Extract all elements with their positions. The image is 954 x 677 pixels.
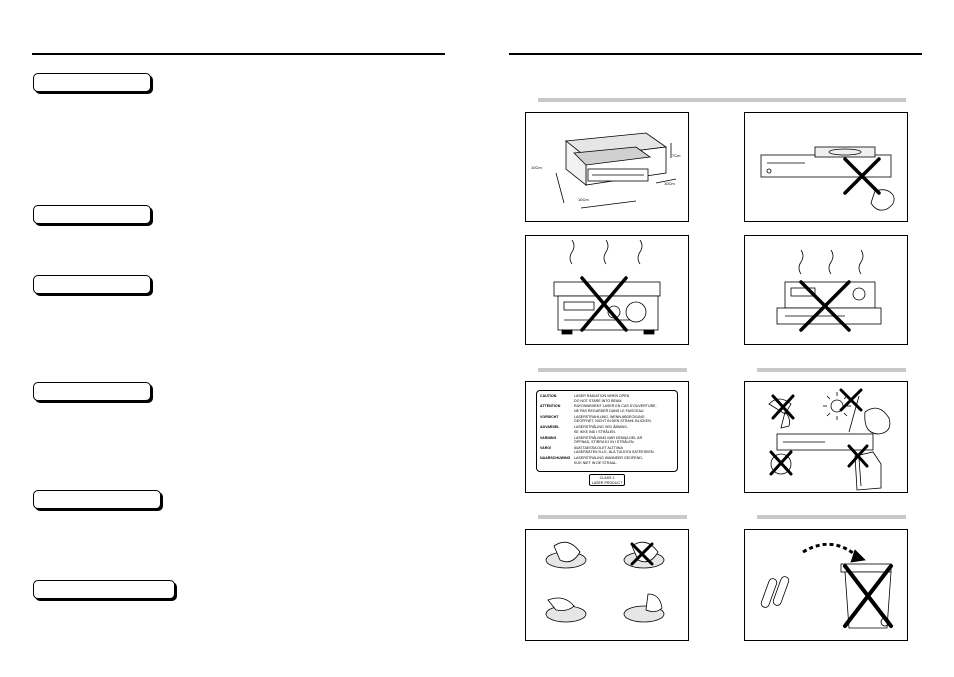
clearance-right-top-label: 7Cm bbox=[672, 153, 681, 158]
laser-warning-row: ATTENTION RAYONNEMENT LASER EN CAS D'OUVERTURE, NE PAS REGARDER DANS LE FAISCEAU. bbox=[540, 404, 657, 413]
laser-warning-row: VARNING LASERSTRÅLNING NÄR DENNA DEL ÄR ÖPPNAD, STIRRA EJ IN I STRÅLEN. bbox=[540, 435, 643, 445]
laser-warning-row: VORSICHT LASERSTRAHLUNG, WENN ABDECKUNG GEÖFFNET, NICHT IN DEN STRAHL BLICKEN. bbox=[540, 414, 652, 424]
section-heading-box-4 bbox=[33, 382, 151, 401]
no-heat-stacking-illustration-1 bbox=[525, 235, 689, 345]
laser-class-label: CLASS 1 LASER PRODUCT bbox=[589, 474, 625, 486]
section-heading-box-2 bbox=[33, 205, 151, 224]
laser-warning-row: NAARSCHUWING LASERSTRALING WANNEER GEOPEND, KIJK NIET IN DE STRAAL. bbox=[540, 456, 643, 465]
clearance-right-bottom-label: 10Cm bbox=[664, 181, 675, 186]
battery-disposal-illustration bbox=[744, 529, 908, 641]
clearance-left-label: 10Cm bbox=[531, 165, 542, 170]
clearance-illustration bbox=[525, 112, 689, 222]
section-divider-top bbox=[538, 98, 906, 102]
laser-warning-row: VARO! AVATTAESSA OLET ALTTIINA LASERSÄTEILYLLE, ÄLÄ TUIJOTA SÄTEESEEN. bbox=[540, 445, 655, 455]
section-heading-box-5 bbox=[33, 490, 161, 509]
clearance-bottom-label: 10Cm bbox=[578, 197, 589, 202]
section-heading-box-3 bbox=[33, 275, 151, 294]
section-divider-environment bbox=[757, 368, 906, 372]
laser-warning-table bbox=[540, 394, 680, 467]
section-divider-battery bbox=[757, 515, 906, 519]
disc-handling-illustration bbox=[525, 529, 689, 641]
section-divider-laser bbox=[538, 368, 687, 372]
section-heading-box-1 bbox=[33, 73, 151, 92]
laser-warning-row: ADVARSEL LASERSTRÅLING VED ÅBNING, SE IKKE IND I STRÅLEN. bbox=[540, 425, 628, 434]
environment-hazards-illustration bbox=[744, 381, 908, 493]
section-divider-disc bbox=[538, 515, 687, 519]
section-heading-box-6 bbox=[33, 580, 175, 599]
laser-warning-label bbox=[525, 381, 689, 493]
laser-warning-row: CAUTION LASER RADIATION WHEN OPEN DO NOT STARE INTO BEAM. bbox=[540, 394, 630, 403]
no-heat-stacking-illustration-2 bbox=[744, 235, 908, 345]
right-page-top-rule bbox=[509, 53, 922, 55]
do-not-touch-tray-illustration bbox=[744, 112, 908, 222]
left-page-top-rule bbox=[32, 53, 445, 55]
